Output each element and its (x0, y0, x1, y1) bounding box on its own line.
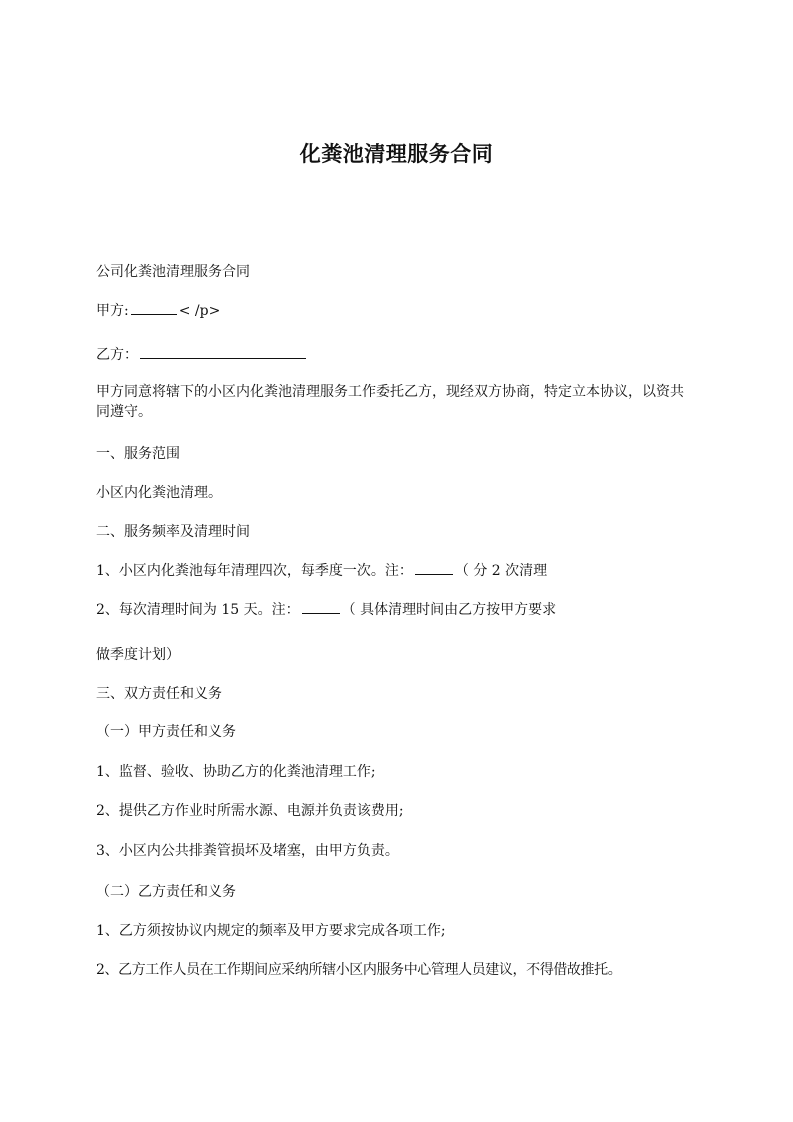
section-3-sub-1-heading: （一）甲方责任和义务 (96, 724, 236, 740)
section-2-item-1 (96, 560, 547, 581)
party-a-blank (131, 300, 177, 315)
section-2-item-2 (96, 599, 556, 620)
section-2-item-2-continuation: 做季度计划） (96, 647, 180, 663)
section-2-item-1-suffix: （ 分 2 次清理 (454, 563, 548, 579)
section-3-sub-2-item-1: 1、乙方须按协议内规定的频率及甲方要求完成各项工作; (96, 923, 446, 939)
section-2-item-2-suffix: （ 具体清理时间由乙方按甲方要求 (341, 602, 557, 618)
section-2-item-2-blank (302, 599, 340, 614)
section-3-heading: 三、双方责任和义务 (96, 686, 222, 702)
section-3-sub-1-item-2: 2、提供乙方作业时所需水源、电源并负责该费用; (96, 803, 404, 819)
party-a-line (96, 300, 220, 321)
party-b-label: 乙方： (96, 347, 138, 363)
party-b-blank (140, 344, 306, 359)
section-1-text: 小区内化粪池清理。 (96, 485, 222, 501)
document-subtitle: 公司化粪池清理服务合同 (96, 264, 250, 280)
party-a-label: 甲方: (96, 303, 129, 319)
section-3-sub-1-item-1: 1、监督、验收、协助乙方的化粪池清理工作; (96, 764, 376, 780)
section-2-item-1-prefix: 1、小区内化粪池每年清理四次，每季度一次。注： (96, 563, 413, 579)
section-2-heading: 二、服务频率及清理时间 (96, 524, 250, 540)
party-b-line (96, 344, 308, 365)
party-a-tail: < /p> (178, 303, 221, 319)
section-3-sub-2-item-2: 2、乙方工作人员在工作期间应采纳所辖小区内服务中心管理人员建议，不得借故推托。 (96, 962, 622, 978)
section-3-sub-1-item-3: 3、小区内公共排粪管损坏及堵塞，由甲方负责。 (96, 843, 399, 859)
section-2-item-2-prefix: 2、每次清理时间为 15 天。注： (96, 602, 300, 618)
section-1-heading: 一、服务范围 (96, 446, 180, 462)
intro-paragraph: 甲方同意将辖下的小区内化粪池清理服务工作委托乙方，现经双方协商，特定立本协议，以资共同遵守。 (96, 384, 684, 420)
section-2-item-1-blank (415, 560, 453, 575)
section-3-sub-2-heading: （二）乙方责任和义务 (96, 884, 236, 900)
document-title: 化粪池清理服务合同 (299, 142, 494, 166)
